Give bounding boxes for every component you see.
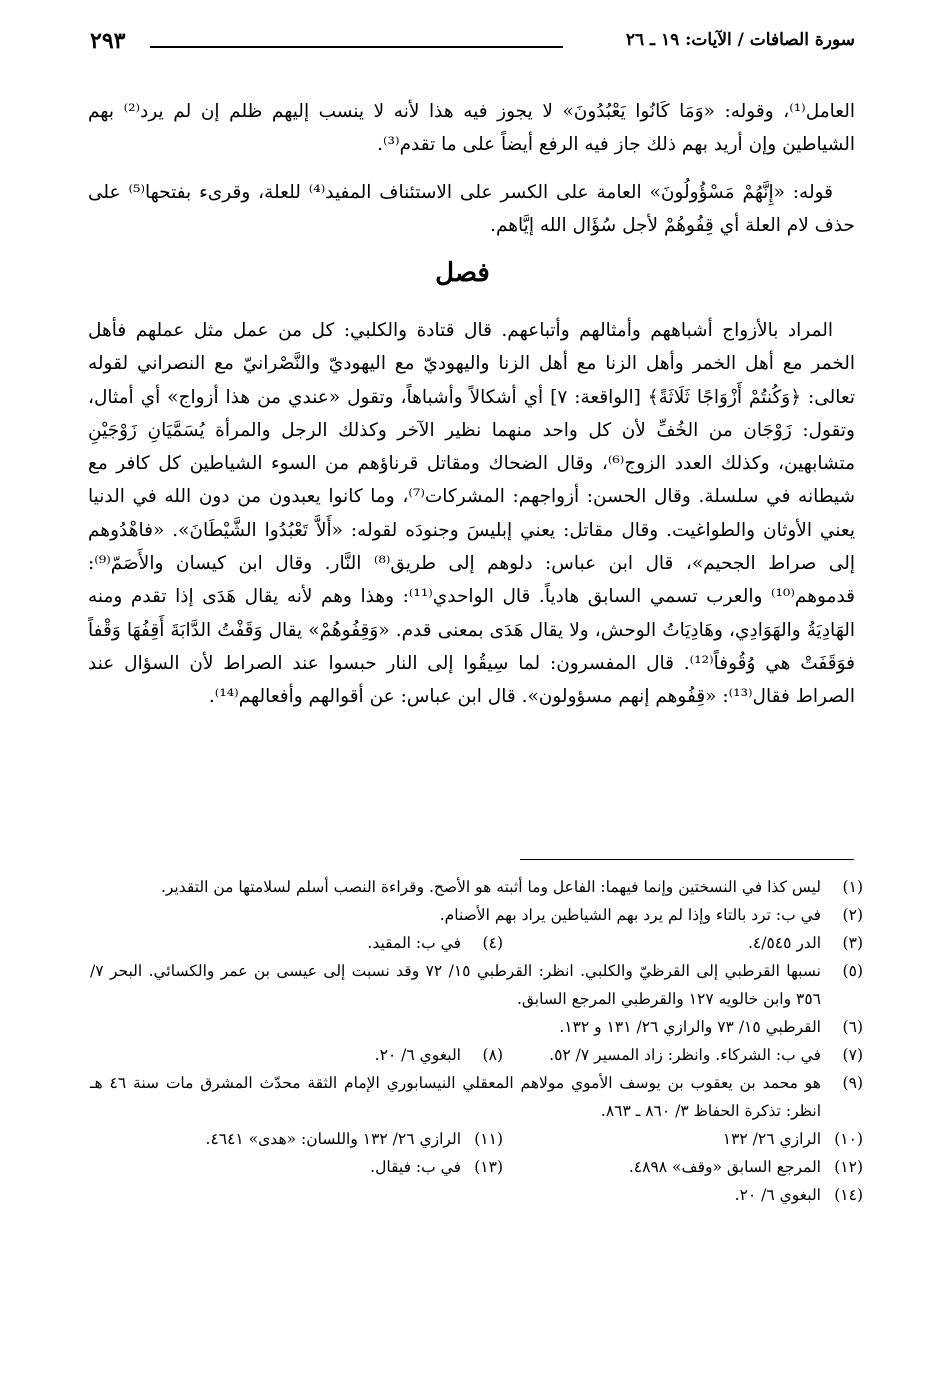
footnote-separator bbox=[520, 859, 854, 860]
footnote-text: القرطبي ١٥/ ٧٣ والرازي ٢٦/ ١٣١ و ١٣٢. bbox=[559, 1018, 821, 1036]
footnote-number: (٢) bbox=[842, 906, 863, 924]
footnote-9 bbox=[90, 1069, 863, 1125]
section-heading: فصل bbox=[435, 258, 490, 288]
footnote-number: (١٢) bbox=[834, 1158, 863, 1176]
footnote-number: (٣) bbox=[842, 934, 863, 952]
footnote-8 bbox=[90, 1041, 503, 1069]
footnote-10 bbox=[503, 1125, 863, 1153]
footnote-14 bbox=[90, 1181, 863, 1209]
footnote-text: في ب: الشركاء. وانظر: زاد المسير ٧/ ٥٢. bbox=[549, 1046, 821, 1064]
footnote-number: (٤) bbox=[482, 934, 503, 952]
footnote-text: المرجع السابق «وقف» ٤٨٩٨. bbox=[628, 1158, 821, 1176]
footnote-text: البغوي ٦/ ٢٠. bbox=[734, 1186, 821, 1204]
footnote-12 bbox=[503, 1153, 863, 1181]
footnote-text: الدر ٤/٥٤٥. bbox=[747, 934, 821, 952]
footnote-13 bbox=[90, 1153, 503, 1181]
footnote-text: في ب: فيقال. bbox=[370, 1158, 461, 1176]
running-header bbox=[90, 28, 855, 58]
footnote-number: (١) bbox=[842, 878, 863, 896]
footnote-row bbox=[90, 1125, 863, 1153]
footnote-number: (١٠) bbox=[834, 1130, 863, 1148]
footnote-6 bbox=[90, 1013, 863, 1041]
footnote-text: في ب: المقيد. bbox=[367, 934, 461, 952]
page-number: ٢٩٣ bbox=[90, 28, 126, 54]
footnote-row bbox=[90, 1041, 863, 1069]
paragraph-2 bbox=[88, 176, 855, 243]
footnote-number: (٨) bbox=[482, 1046, 503, 1064]
footnote-text: هو محمد بن يعقوب بن يوسف الأموي مولاهم المعقلي النيسابوري الإمام الثقة محدّث المشرق مات سنة ٤٦ هـ انظر: تذكرة الحفاظ ٣/ ٨٦٠ ـ ٨٦٣. bbox=[90, 1074, 821, 1120]
footnote-2 bbox=[90, 901, 863, 929]
footnote-text: نسبها القرطبي إلى القرظيّ والكلبي. انظر: القرطبي ١٥/ ٧٢ وقد نسبت إلى عيسى بن عمر والكسائي. البحر ٧/ ٣٥٦ وابن خالويه ١٢٧ والقرطبي المرجع السابق. bbox=[90, 962, 821, 1008]
footnote-number: (٩) bbox=[842, 1074, 863, 1092]
footnote-text: البغوي ٦/ ٢٠. bbox=[374, 1046, 461, 1064]
footnote-text: في ب: ترد بالتاء وإذا لم يرد بهم الشياطين يراد بهم الأصنام. bbox=[439, 906, 821, 924]
paragraph-1 bbox=[88, 95, 855, 162]
footnote-number: (٥) bbox=[842, 962, 863, 980]
footnote-7 bbox=[503, 1041, 863, 1069]
footnote-row bbox=[90, 1153, 863, 1181]
footnotes bbox=[90, 873, 863, 1209]
footnote-number: (٧) bbox=[842, 1046, 863, 1064]
header-title: سورة الصافات / الآيات: ١٩ ـ ٢٦ bbox=[625, 30, 855, 50]
footnote-4 bbox=[90, 929, 503, 957]
footnote-text: ليس كذا في النسختين وإنما فيهما: الفاعل وما أثبته هو الأصح. وقراءة النصب أسلم لسلامتها من التقدير. bbox=[160, 878, 821, 896]
footnote-number: (١٤) bbox=[834, 1186, 863, 1204]
paragraph-1-text: العامل⁽¹⁾، وقوله: «وَمَا كَانُوا يَعْبُدُونَ» لا يجوز فيه هذا لأنه لا ينسب إليهم ظلم إن لم يرد⁽²⁾ بهم الشياطين وإن أريد بهم ذلك جاز فيه الرفع أيضاً على ما تقدم⁽³⁾. bbox=[88, 101, 855, 156]
footnote-3 bbox=[503, 929, 863, 957]
footnote-1 bbox=[90, 873, 863, 901]
footnote-number: (١٣) bbox=[474, 1158, 503, 1176]
footnote-text: الرازي ٢٦/ ١٣٢ واللسان: «هدى» ٤٦٤١. bbox=[205, 1130, 461, 1148]
footnote-number: (٦) bbox=[842, 1018, 863, 1036]
paragraph-2-text: قوله: «إِنَّهُمْ مَسْؤُولُونَ» العامة على الكسر على الاستئناف المفيد⁽⁴⁾ للعلة، وقرىء بفتحها⁽⁵⁾ على حذف لام العلة أي قِفُوهُمْ لأجل سُؤَال الله إيَّاهم. bbox=[88, 182, 855, 237]
footnote-number: (١١) bbox=[474, 1130, 503, 1148]
footnote-11 bbox=[90, 1125, 503, 1153]
footnote-row bbox=[90, 929, 863, 957]
header-rule bbox=[150, 46, 563, 48]
footnote-text: الرازي ٢٦/ ١٣٢ bbox=[722, 1130, 821, 1148]
paragraph-3 bbox=[88, 314, 855, 714]
footnote-5 bbox=[90, 957, 863, 1013]
paragraph-3-text: المراد بالأزواج أشباههم وأمثالهم وأتباعهم. قال قتادة والكلبي: كل من عمل مثل عملهم فأهل الخمر مع أهل الخمر وأهل الزنا مع أهل الزنا واليهوديّ مع اليهوديّ والنَّصْرانيّ مع النصراني لقوله تعالى: ﴿وَكُنتُمْ أَزْوَاجًا ثَلَاثَةً﴾ [الواقعة: ٧] أي أشكالاً وأشباهاً، وتقول «عندي من هذا أزواج» أي أمثال، وتقول: زَوْجَان من الخُفِّ لأن كل واحد منهما نظير الآخر وكذلك الرجل والمرأة يُسَمَّيَانِ زَوْجَيْنِ متشابهين، وكذلك العدد الزوج⁽⁶⁾، وقال الضحاك ومقاتل قرناؤهم من السوء الشياطين كل كافر مع شيطانه في سلسلة. وقال الحسن: أزواجهم: المشركات⁽⁷⁾، وما كانوا يعبدون من دون الله في الدنيا يعني الأوثان والطواغيت. وقال مقاتل: يعني إبليسَ وجنودَه لقوله: «أَلاَّ تَعْبُدُوا الشَّيْطَانَ». «فاهْدُوهم إلى صراط الجحيم»، قال ابن عباس: دلوهم إلى طريق⁽⁸⁾ النَّار. وقال ابن كيسان والأَصَمّ⁽⁹⁾: قدموهم⁽¹⁰⁾ والعرب تسمي السابق هادياً. قال الواحدي⁽¹¹⁾: وهذا وهم لأنه يقال هَدَى إذا تقدم ومنه الهَادِيَةُ والهَوَادِي، وهَادِيَاتُ الوحش، ولا يقال هَدَى بمعنى قدم. «وَقِفُوهُمْ» يقال وَقَفْتُ الدَّابَةَ أَقِفُهَا وَقْفاً فوَقَفَتْ هي وُقُوفاً⁽¹²⁾. قال المفسرون: لما سِيقُوا إلى النار حبسوا عند الصراط لأن السؤال عند الصراط فقال⁽¹³⁾: «قِفُوهم إنهم مسؤولون». قال ابن عباس: عن أقوالهم وأفعالهم⁽¹⁴⁾. bbox=[88, 320, 855, 708]
